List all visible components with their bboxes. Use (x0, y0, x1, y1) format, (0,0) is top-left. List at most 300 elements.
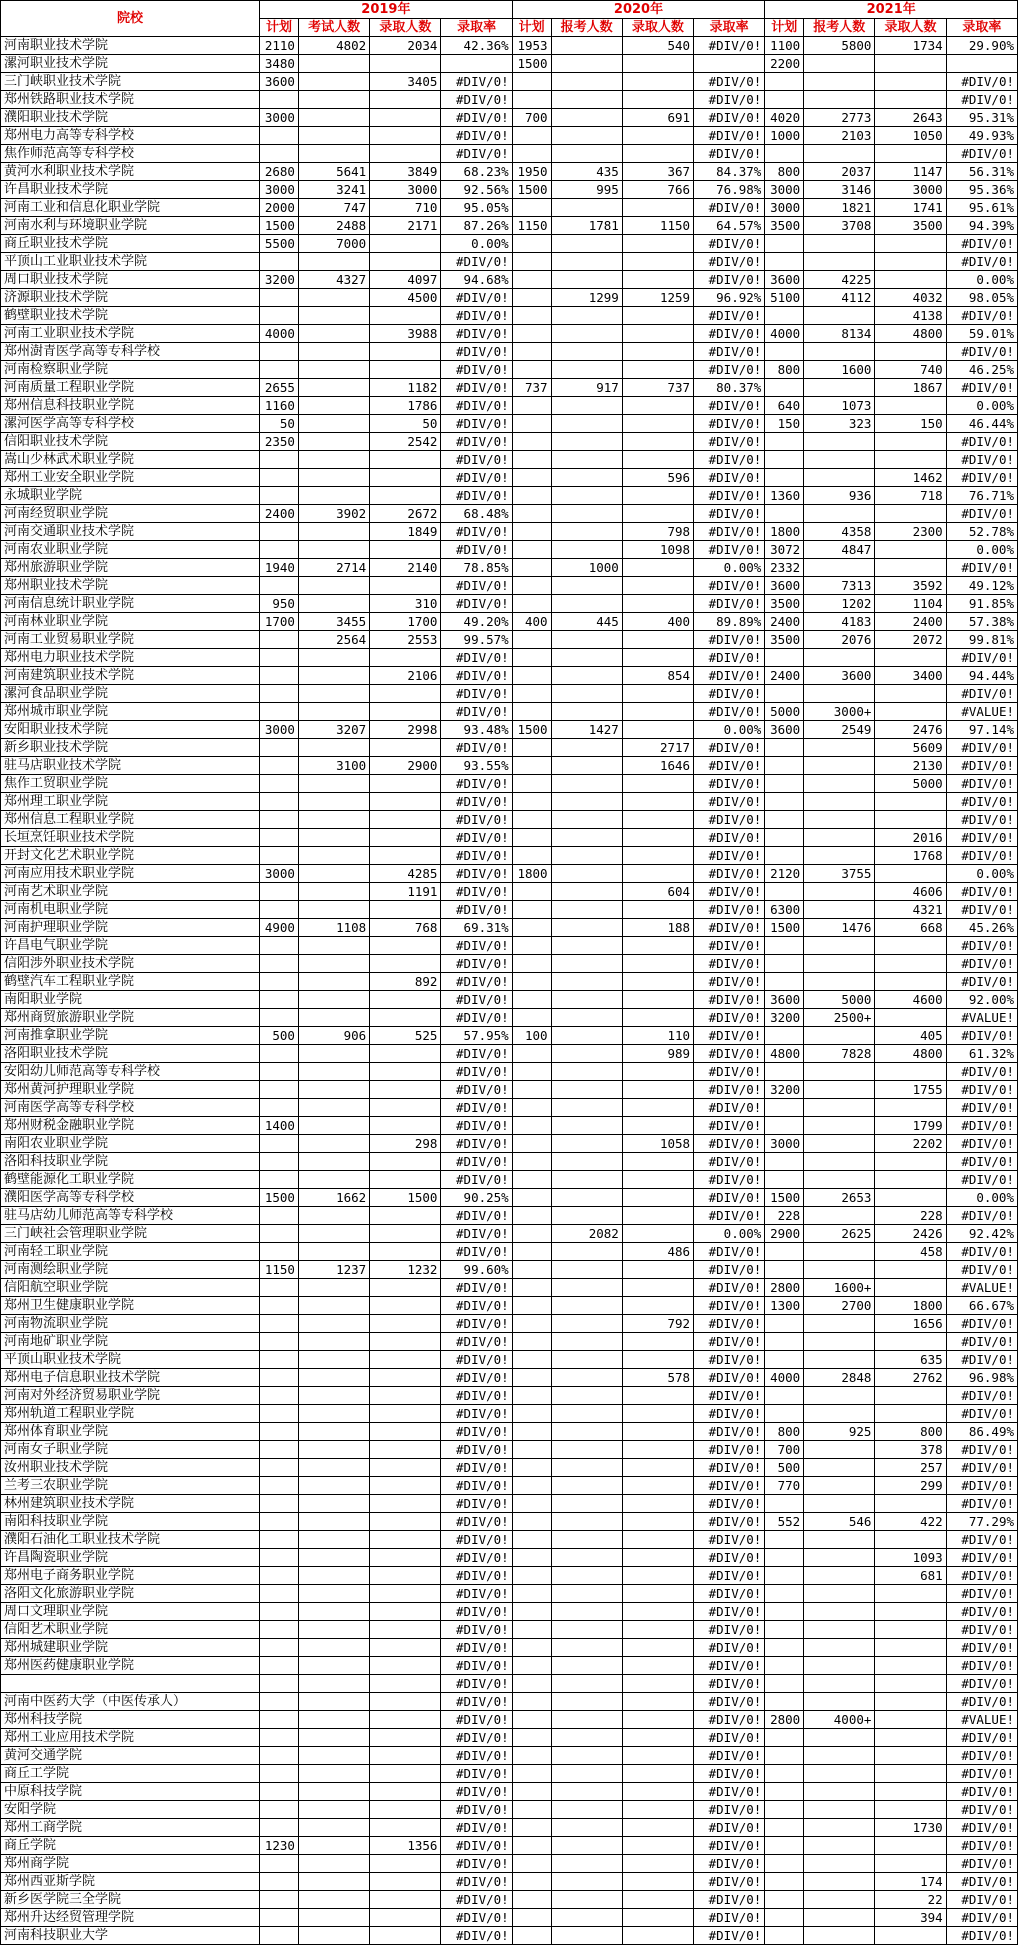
rate-2019-cell: #DIV/0! (441, 1225, 512, 1243)
rate-2021-cell: 61.32% (946, 1045, 1017, 1063)
school-name-cell: 平顶山工业职业技术学院 (1, 253, 260, 271)
exam-2019-cell (298, 1369, 369, 1387)
admitted-2020-cell (622, 1531, 693, 1549)
rate-2020-cell: #DIV/0! (694, 1027, 765, 1045)
table-row (1, 1279, 1018, 1297)
rate-2019-cell: #DIV/0! (441, 1783, 512, 1801)
plan-2020-cell (512, 1891, 551, 1909)
school-name-cell: 鹤壁职业技术学院 (1, 307, 260, 325)
school-name-cell: 河南物流职业学院 (1, 1315, 260, 1333)
applied-2020-cell (551, 973, 622, 991)
plan-2019-cell (260, 1549, 299, 1567)
rate-2019-cell: 42.36% (441, 37, 512, 55)
school-name-cell: 郑州信息工程职业学院 (1, 811, 260, 829)
rate-2021-cell: #DIV/0! (946, 901, 1017, 919)
applied-2021-cell: 1073 (804, 397, 875, 415)
admitted-2020-cell (622, 901, 693, 919)
admitted-2021-cell (875, 145, 946, 163)
applied-2020-cell (551, 919, 622, 937)
exam-2019-cell (298, 343, 369, 361)
rate-2020-cell: #DIV/0! (694, 1819, 765, 1837)
admitted-2020-cell (622, 1333, 693, 1351)
table-row (1, 1045, 1018, 1063)
applied-2020-cell: 1299 (551, 289, 622, 307)
applied-2020-cell (551, 1909, 622, 1927)
applied-2021-cell (804, 1855, 875, 1873)
plan-2019-cell (260, 703, 299, 721)
applied-2021-cell (804, 1387, 875, 1405)
plan-2021-cell: 3600 (765, 991, 804, 1009)
exam-2019-cell (298, 685, 369, 703)
rate-2020-cell: 80.37% (694, 379, 765, 397)
admitted-2021-cell (875, 1765, 946, 1783)
admitted-2020-cell (622, 1279, 693, 1297)
admitted-2021-cell: 4032 (875, 289, 946, 307)
school-name-cell: 嵩山少林武术职业学院 (1, 451, 260, 469)
exam-2019-cell (298, 1747, 369, 1765)
admitted-2019-cell (370, 1531, 441, 1549)
plan-2020-cell (512, 1819, 551, 1837)
school-name-cell: 郑州电力高等专科学校 (1, 127, 260, 145)
rate-2019-cell (441, 55, 512, 73)
school-name-cell: 漯河食品职业学院 (1, 685, 260, 703)
applied-2020-cell: 1781 (551, 217, 622, 235)
plan-2021-cell: 2900 (765, 1225, 804, 1243)
rate-2019-cell: 95.05% (441, 199, 512, 217)
rate-2021-cell (946, 55, 1017, 73)
rate-2021-cell: #DIV/0! (946, 847, 1017, 865)
applied-2020-cell (551, 883, 622, 901)
table-row (1, 1639, 1018, 1657)
admitted-2019-cell (370, 1549, 441, 1567)
admitted-2021-cell: 2762 (875, 1369, 946, 1387)
admitted-2019-cell: 1182 (370, 379, 441, 397)
admitted-2020-cell (622, 451, 693, 469)
admitted-2021-cell: 681 (875, 1567, 946, 1585)
plan-2020-cell: 100 (512, 1027, 551, 1045)
rate-2021-cell: #DIV/0! (946, 91, 1017, 109)
admitted-2021-cell (875, 253, 946, 271)
exam-2019-cell: 4802 (298, 37, 369, 55)
applied-2021-cell (804, 1477, 875, 1495)
applied-2020-cell (551, 1009, 622, 1027)
rate-2020-cell: #DIV/0! (694, 847, 765, 865)
admitted-2021-cell (875, 1855, 946, 1873)
admitted-2019-cell (370, 253, 441, 271)
admitted-2020-cell (622, 235, 693, 253)
plan-2019-cell (260, 775, 299, 793)
admitted-2021-cell: 4800 (875, 1045, 946, 1063)
applied-2021-cell: 7828 (804, 1045, 875, 1063)
rate-2020-cell: #DIV/0! (694, 1081, 765, 1099)
rate-2021-cell: #DIV/0! (946, 1531, 1017, 1549)
plan-2021-cell (765, 1657, 804, 1675)
plan-2019-cell (260, 1675, 299, 1693)
admitted-2021-cell (875, 1261, 946, 1279)
applied-2020-cell (551, 1567, 622, 1585)
table-row (1, 109, 1018, 127)
exam-2019-cell (298, 1531, 369, 1549)
rate-2019-cell: #DIV/0! (441, 865, 512, 883)
applied-2021-cell: 2500+ (804, 1009, 875, 1027)
school-name-cell: 济源职业技术学院 (1, 289, 260, 307)
table-row (1, 1855, 1018, 1873)
plan-2021-cell: 700 (765, 1441, 804, 1459)
admitted-2021-cell: 668 (875, 919, 946, 937)
school-name-cell: 永城职业学院 (1, 487, 260, 505)
rate-2020-cell: #DIV/0! (694, 703, 765, 721)
plan-2021-cell: 640 (765, 397, 804, 415)
admitted-2020-cell: 110 (622, 1027, 693, 1045)
plan-2020-cell (512, 1765, 551, 1783)
admitted-2019-cell (370, 1657, 441, 1675)
admitted-2020-cell (622, 127, 693, 145)
school-name-cell: 三门峡社会管理职业学院 (1, 1225, 260, 1243)
plan-2019-cell (260, 883, 299, 901)
plan-2019-cell (260, 1207, 299, 1225)
applied-2021-cell (804, 1693, 875, 1711)
table-row (1, 919, 1018, 937)
plan-2021-cell (765, 649, 804, 667)
applied-2021-cell (804, 1765, 875, 1783)
admitted-2021-cell: 299 (875, 1477, 946, 1495)
exam-2019-cell: 1237 (298, 1261, 369, 1279)
table-row (1, 541, 1018, 559)
plan-2020-cell (512, 1081, 551, 1099)
school-name-cell: 许昌职业技术学院 (1, 181, 260, 199)
rate-2021-cell: #DIV/0! (946, 1477, 1017, 1495)
plan-2021-cell (765, 343, 804, 361)
exam-2019-cell: 747 (298, 199, 369, 217)
admitted-2021-cell (875, 1153, 946, 1171)
plan-2019-cell (260, 1477, 299, 1495)
admitted-2020-cell: 798 (622, 523, 693, 541)
rate-2020-cell: #DIV/0! (694, 1603, 765, 1621)
table-row (1, 1099, 1018, 1117)
admitted-2019-cell (370, 1441, 441, 1459)
applied-2020-cell (551, 631, 622, 649)
rate-2019-cell: #DIV/0! (441, 1819, 512, 1837)
rate-2021-cell: #DIV/0! (946, 1117, 1017, 1135)
rate-2020-cell: #DIV/0! (694, 1135, 765, 1153)
admission-rate-header: 录取率 (946, 19, 1017, 37)
applied-2020-cell (551, 127, 622, 145)
rate-2021-cell: 92.42% (946, 1225, 1017, 1243)
plan-2019-cell (260, 1333, 299, 1351)
applied-2021-cell (804, 1801, 875, 1819)
rate-2019-cell: #DIV/0! (441, 1621, 512, 1639)
plan-2019-cell (260, 1315, 299, 1333)
applied-2020-cell (551, 1207, 622, 1225)
plan-2021-cell (765, 1495, 804, 1513)
applied-2020-cell (551, 343, 622, 361)
exam-2019-cell (298, 847, 369, 865)
rate-2021-cell: #DIV/0! (946, 505, 1017, 523)
admitted-2019-cell (370, 1369, 441, 1387)
rate-2019-cell: 68.48% (441, 505, 512, 523)
admitted-2020-cell: 367 (622, 163, 693, 181)
rate-2021-cell: 57.38% (946, 613, 1017, 631)
rate-2019-cell: #DIV/0! (441, 541, 512, 559)
rate-2020-cell: #DIV/0! (694, 1711, 765, 1729)
rate-2019-cell: #DIV/0! (441, 1837, 512, 1855)
plan-2020-cell (512, 1117, 551, 1135)
applied-2021-cell: 4358 (804, 523, 875, 541)
rate-2021-cell: #DIV/0! (946, 1549, 1017, 1567)
admitted-2021-cell: 2016 (875, 829, 946, 847)
applied-2020-cell (551, 1783, 622, 1801)
school-name-cell: 郑州商学院 (1, 1855, 260, 1873)
exam-2019-cell (298, 865, 369, 883)
rate-2020-cell: #DIV/0! (694, 415, 765, 433)
rate-2021-cell: 95.31% (946, 109, 1017, 127)
admitted-2019-cell (370, 739, 441, 757)
admission-rate-header: 录取率 (694, 19, 765, 37)
plan-2019-cell (260, 829, 299, 847)
rate-2021-cell: #DIV/0! (946, 1873, 1017, 1891)
admitted-2019-cell (370, 1171, 441, 1189)
applied-2020-cell (551, 523, 622, 541)
applied-2020-cell (551, 829, 622, 847)
plan-2020-cell (512, 487, 551, 505)
applied-2021-cell (804, 757, 875, 775)
admitted-2021-cell (875, 1279, 946, 1297)
admitted-2020-cell (622, 685, 693, 703)
applied-2021-cell: 2848 (804, 1369, 875, 1387)
admitted-2019-cell: 2672 (370, 505, 441, 523)
rate-2020-cell: #DIV/0! (694, 1189, 765, 1207)
rate-2020-cell: #DIV/0! (694, 1009, 765, 1027)
rate-2019-cell: #DIV/0! (441, 1855, 512, 1873)
plan-2020-cell: 737 (512, 379, 551, 397)
admitted-2019-cell: 3849 (370, 163, 441, 181)
applied-2021-cell: 7313 (804, 577, 875, 595)
plan-2020-cell (512, 1009, 551, 1027)
admitted-2019-cell: 1500 (370, 1189, 441, 1207)
admitted-2020-cell (622, 1513, 693, 1531)
plan-2020-cell: 1950 (512, 163, 551, 181)
applied-2020-cell (551, 811, 622, 829)
plan-2019-cell: 1940 (260, 559, 299, 577)
plan-2019-cell (260, 343, 299, 361)
admitted-2021-cell: 1730 (875, 1819, 946, 1837)
admitted-2021-cell (875, 955, 946, 973)
applied-2020-cell (551, 793, 622, 811)
admitted-2020-cell: 604 (622, 883, 693, 901)
table-row (1, 1927, 1018, 1945)
school-name-cell: 濮阳职业技术学院 (1, 109, 260, 127)
table-row (1, 487, 1018, 505)
rate-2021-cell: #DIV/0! (946, 1783, 1017, 1801)
applied-2020-cell: 435 (551, 163, 622, 181)
rate-2021-cell: 0.00% (946, 397, 1017, 415)
plan-2021-cell: 3200 (765, 1081, 804, 1099)
plan-2021-cell (765, 1909, 804, 1927)
school-name-cell: 郑州科技学院 (1, 1711, 260, 1729)
school-name-cell: 河南中医药大学（中医传承人） (1, 1693, 260, 1711)
admitted-2020-cell (622, 91, 693, 109)
rate-2020-cell: #DIV/0! (694, 1279, 765, 1297)
rate-2021-cell: #DIV/0! (946, 1387, 1017, 1405)
applied-2020-cell (551, 1405, 622, 1423)
table-row (1, 847, 1018, 865)
plan-2019-cell (260, 1909, 299, 1927)
admitted-2020-cell (622, 73, 693, 91)
admitted-2019-cell (370, 541, 441, 559)
plan-2019-cell (260, 1927, 299, 1945)
applied-2021-cell (804, 1117, 875, 1135)
plan-2019-cell: 3200 (260, 271, 299, 289)
rate-2020-cell: #DIV/0! (694, 1207, 765, 1225)
table-row (1, 631, 1018, 649)
plan-2020-cell (512, 1567, 551, 1585)
plan-2019-cell (260, 1765, 299, 1783)
rate-2021-cell: #DIV/0! (946, 1801, 1017, 1819)
plan-2021-cell: 800 (765, 163, 804, 181)
plan-2020-cell (512, 1531, 551, 1549)
admitted-2021-cell: 2643 (875, 109, 946, 127)
rate-2020-cell: #DIV/0! (694, 793, 765, 811)
rate-2019-cell: #DIV/0! (441, 1099, 512, 1117)
admitted-2020-cell (622, 1207, 693, 1225)
applied-2021-cell (804, 1567, 875, 1585)
applied-2020-cell (551, 1891, 622, 1909)
rate-2021-cell: 0.00% (946, 1189, 1017, 1207)
admitted-2019-cell (370, 235, 441, 253)
plan-2021-cell (765, 955, 804, 973)
applied-2021-cell: 1600 (804, 361, 875, 379)
plan-2019-cell: 2110 (260, 37, 299, 55)
rate-2021-cell: 66.67% (946, 1297, 1017, 1315)
applied-2020-cell (551, 577, 622, 595)
applied-2020-cell (551, 1747, 622, 1765)
exam-2019-cell: 1662 (298, 1189, 369, 1207)
admitted-2019-cell (370, 145, 441, 163)
rate-2021-cell: 29.90% (946, 37, 1017, 55)
plan-2019-cell: 1500 (260, 1189, 299, 1207)
rate-2019-cell: #DIV/0! (441, 1675, 512, 1693)
applied-2021-cell: 3000+ (804, 703, 875, 721)
rate-2019-cell: #DIV/0! (441, 523, 512, 541)
admitted-2021-cell: 2400 (875, 613, 946, 631)
admitted-2019-cell: 1191 (370, 883, 441, 901)
admitted-2019-cell (370, 1315, 441, 1333)
admitted-2021-cell (875, 541, 946, 559)
rate-2019-cell: #DIV/0! (441, 955, 512, 973)
table-row (1, 1783, 1018, 1801)
rate-2020-cell: #DIV/0! (694, 1675, 765, 1693)
rate-2019-cell: 57.95% (441, 1027, 512, 1045)
plan-2021-cell: 3600 (765, 577, 804, 595)
applied-2020-cell: 995 (551, 181, 622, 199)
plan-2019-cell (260, 1729, 299, 1747)
plan-2021-cell: 5000 (765, 703, 804, 721)
plan-2019-cell (260, 1693, 299, 1711)
rate-2021-cell: #DIV/0! (946, 1639, 1017, 1657)
applied-2020-cell (551, 667, 622, 685)
admitted-2020-cell (622, 1837, 693, 1855)
table-row (1, 1369, 1018, 1387)
rate-2019-cell: #DIV/0! (441, 703, 512, 721)
rate-2021-cell: #DIV/0! (946, 1351, 1017, 1369)
plan-2019-cell: 1160 (260, 397, 299, 415)
school-name-cell: 信阳航空职业学院 (1, 1279, 260, 1297)
applied-2020-cell (551, 1423, 622, 1441)
school-name-cell: 驻马店幼儿师范高等专科学校 (1, 1207, 260, 1225)
rate-2019-cell: #DIV/0! (441, 685, 512, 703)
plan-2020-cell (512, 361, 551, 379)
admitted-2019-cell (370, 127, 441, 145)
rate-2020-cell: #DIV/0! (694, 973, 765, 991)
plan-2020-cell (512, 325, 551, 343)
admitted-2019-cell: 3000 (370, 181, 441, 199)
plan-2021-cell (765, 1873, 804, 1891)
rate-2020-cell: 76.98% (694, 181, 765, 199)
plan-2020-cell (512, 1693, 551, 1711)
applied-2021-cell (804, 559, 875, 577)
admitted-2019-cell (370, 1477, 441, 1495)
admitted-2020-cell (622, 1891, 693, 1909)
school-name-cell: 河南医学高等专科学校 (1, 1099, 260, 1117)
admitted-2019-cell (370, 829, 441, 847)
admitted-2021-cell: 800 (875, 1423, 946, 1441)
plan-2019-cell (260, 1279, 299, 1297)
admitted-2019-cell (370, 1279, 441, 1297)
plan-2019-cell (260, 1783, 299, 1801)
applied-2020-cell (551, 145, 622, 163)
rate-2019-cell: #DIV/0! (441, 1297, 512, 1315)
plan-2019-cell (260, 1081, 299, 1099)
plan-2019-cell (260, 1585, 299, 1603)
applied-2021-cell (804, 793, 875, 811)
plan-2020-cell (512, 1225, 551, 1243)
applied-2021-cell (804, 1171, 875, 1189)
table-row (1, 739, 1018, 757)
school-name-cell: 鹤壁汽车工程职业学院 (1, 973, 260, 991)
plan-2020-cell (512, 1423, 551, 1441)
plan-2021-cell (765, 973, 804, 991)
applied-2021-cell (804, 1603, 875, 1621)
rate-2021-cell: #DIV/0! (946, 1459, 1017, 1477)
applied-2021-cell: 4225 (804, 271, 875, 289)
rate-2019-cell: 49.20% (441, 613, 512, 631)
admitted-2019-cell (370, 1729, 441, 1747)
admitted-2020-cell (622, 271, 693, 289)
plan-2021-cell: 3200 (765, 1009, 804, 1027)
admitted-2019-cell (370, 1225, 441, 1243)
applied-2020-cell (551, 37, 622, 55)
plan-2020-cell (512, 1783, 551, 1801)
applied-2020-cell (551, 1603, 622, 1621)
table-row (1, 343, 1018, 361)
rate-2020-cell: #DIV/0! (694, 451, 765, 469)
school-name-cell: 郑州旅游职业学院 (1, 559, 260, 577)
plan-2020-cell (512, 829, 551, 847)
plan-2021-cell: 4020 (765, 109, 804, 127)
applied-2021-cell: 2103 (804, 127, 875, 145)
admitted-count-header: 录取人数 (622, 19, 693, 37)
plan-2021-cell (765, 847, 804, 865)
table-row (1, 1063, 1018, 1081)
rate-2020-cell: #DIV/0! (694, 1297, 765, 1315)
school-name-cell: 汝州职业技术学院 (1, 1459, 260, 1477)
applied-2021-cell (804, 847, 875, 865)
admitted-2020-cell (622, 1801, 693, 1819)
applied-2020-cell (551, 109, 622, 127)
exam-2019-cell (298, 1009, 369, 1027)
admitted-2019-cell: 4500 (370, 289, 441, 307)
rate-2021-cell: #DIV/0! (946, 649, 1017, 667)
